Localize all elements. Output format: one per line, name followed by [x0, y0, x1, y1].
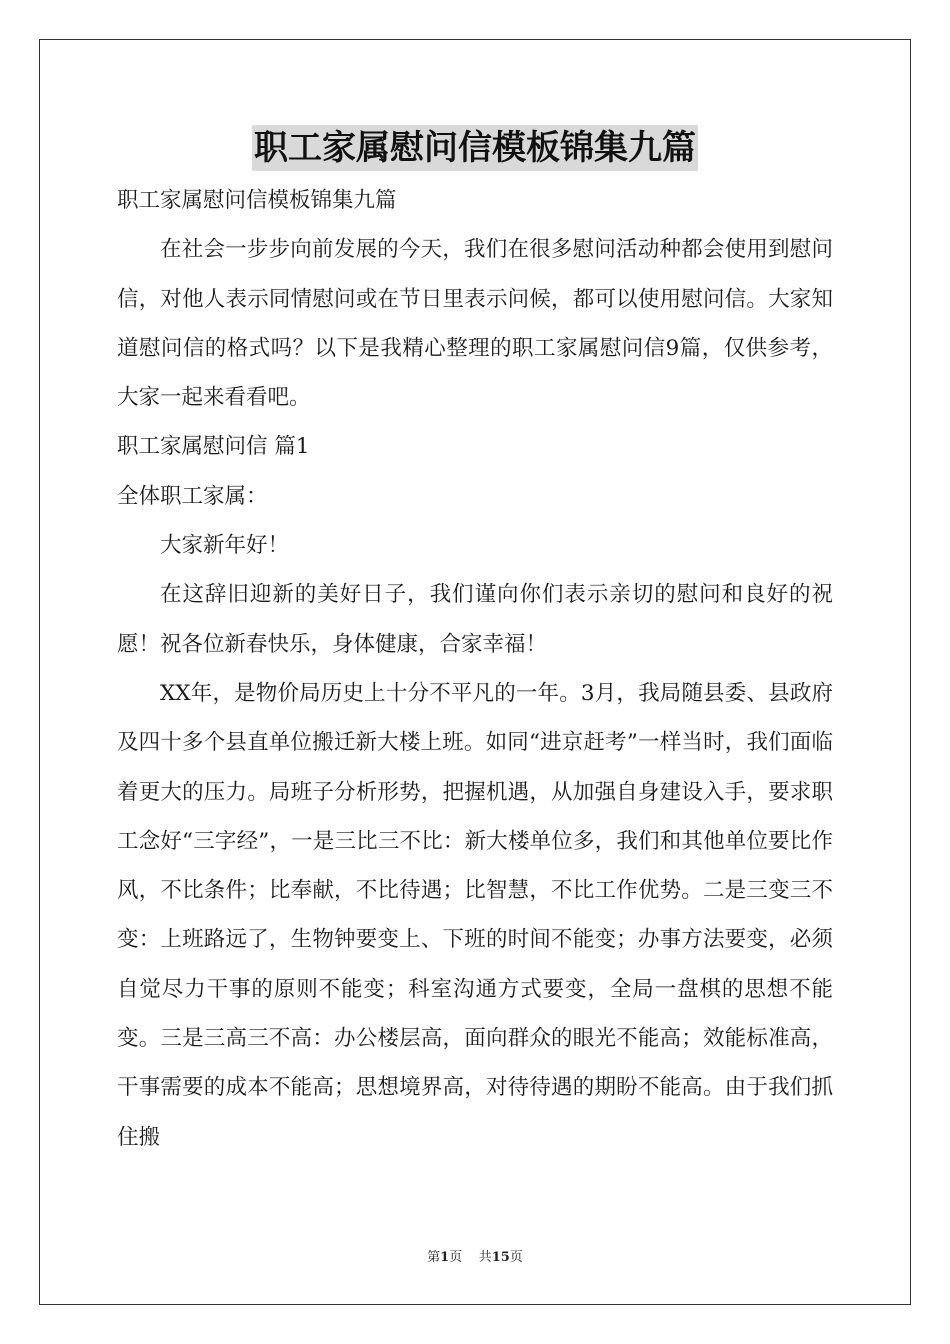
section-heading: 职工家属慰问信 篇1 [117, 434, 310, 460]
total-prefix: 共 [478, 1250, 492, 1265]
total-pages: 15 [491, 1250, 510, 1265]
page-suffix: 页 [449, 1250, 463, 1265]
title-container [0, 125, 950, 171]
page-prefix: 第 [427, 1250, 441, 1265]
page-footer [0, 1246, 950, 1265]
salutation: 全体职工家属： [117, 483, 268, 509]
document-title: 职工家属慰问信模板锦集九篇 [252, 125, 698, 171]
greeting-paragraph: 大家新年好！ [160, 533, 290, 559]
document-body [117, 176, 833, 1162]
intro-paragraph: 在社会一步步向前发展的今天，我们在很多慰问活动种都会使用到慰问信，对他人表示同情慰问或在节日里表示问候，都可以使用慰问信。大家知道慰问信的格式吗？以下是我精心整理的职工家属慰问信9篇，仅供参考，大家一起来看看吧。 [117, 237, 833, 411]
page-number: 1 [440, 1250, 450, 1265]
total-suffix: 页 [509, 1250, 523, 1265]
wishes-paragraph: 在这辞旧迎新的美好日子，我们谨向你们表示亲切的慰问和良好的祝愿！祝各位新春快乐，身体健康，合家幸福！ [117, 582, 833, 657]
subtitle-paragraph: 职工家属慰问信模板锦集九篇 [117, 188, 397, 213]
body-paragraph: XX年，是物价局历史上十分不平凡的一年。3月，我局随县委、县政府及四十多个县直单位搬迁新大楼上班。如同“进京赶考”一样当时，我们面临着更大的压力。局班子分析形势，把握机遇，从加强自身建设入手，要求职工念好“三字经”，一是三比三不比：新大楼单位多，我们和其他单位要比作风，不比条件；比奉献，不比待遇；比智慧，不比工作优势。二是三变三不变：上班路远了，生物钟要变上、下班的时间不能变；办事方法要变，必须自觉尽力干事的原则不能变；科室沟通方式要变，全局一盘棋的思想不能变。三是三高三不高：办公楼层高，面向群众的眼光不能高；效能标准高，干事需要的成本不能高；思想境界高，对待待遇的期盼不能高。由于我们抓住搬 [117, 680, 833, 1150]
